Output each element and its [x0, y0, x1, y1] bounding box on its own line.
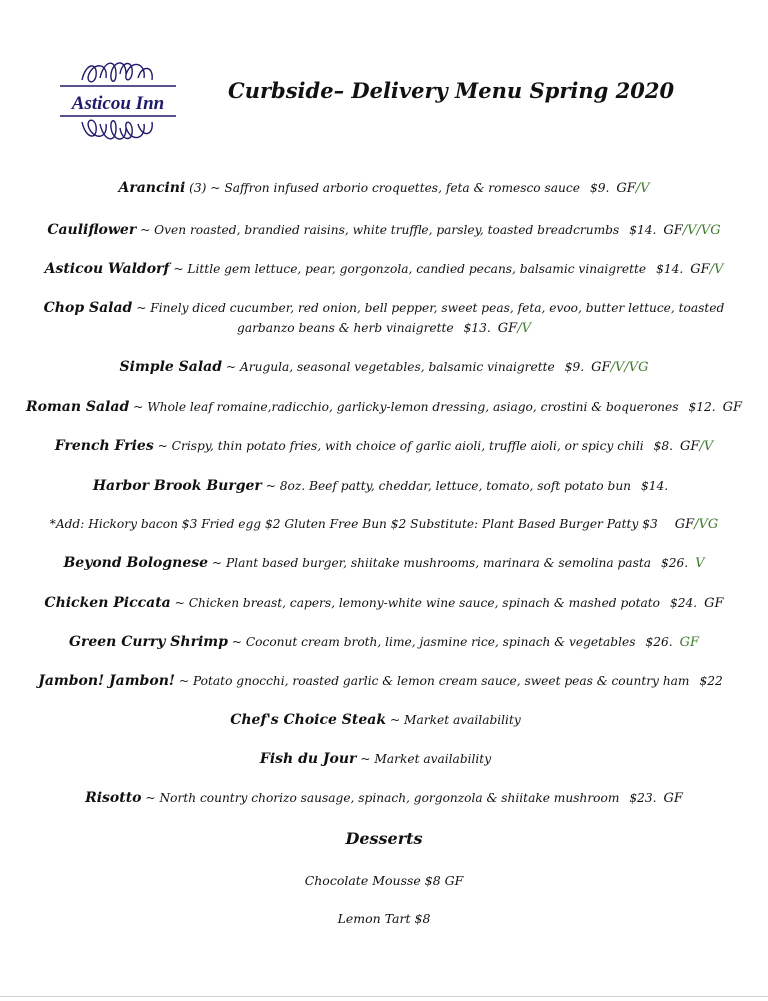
item-price: $14.: [656, 262, 684, 276]
menu-item: [0, 436, 768, 457]
item-diet-tag: GF: [663, 223, 683, 238]
item-name: Chef's Choice Steak: [230, 712, 387, 728]
item-diet-tag-green: /V: [699, 439, 714, 454]
menu-item: [0, 514, 768, 535]
item-price: $22: [699, 674, 723, 688]
item-description: ~ Potato gnocchi, roasted garlic & lemon cream sauce, sweet peas & country ham: [175, 674, 690, 688]
item-diet-tag-green: /VG: [694, 517, 719, 532]
desserts-heading: Desserts: [345, 829, 423, 848]
item-description: ~ Coconut cream broth, lime, jasmine rice, spinach & vegetables: [227, 635, 636, 649]
menu-item: [0, 593, 768, 614]
asticou-inn-logo: [52, 52, 184, 150]
item-price: $24.: [670, 596, 698, 610]
item-diet-tag: GF: [497, 321, 518, 336]
item-price: $13.: [463, 321, 491, 335]
item-name: Asticou Waldorf: [44, 261, 170, 277]
menu-item: [0, 476, 768, 497]
item-diet-tag: GF: [663, 791, 683, 806]
item-price: $9.: [564, 360, 585, 374]
item-description: ~ Market availability: [356, 752, 492, 766]
menu-item: [0, 357, 768, 378]
menu-item: [40, 298, 728, 339]
item-diet-tag: GF: [704, 596, 724, 611]
dessert-item: Chocolate Mousse $8 GF: [304, 873, 464, 888]
item-diet-tag-green: /V: [517, 321, 531, 336]
item-diet-tag-green: /V: [635, 181, 650, 196]
item-diet-tag-green: /V: [709, 262, 724, 277]
item-name: Cauliflower: [47, 222, 137, 238]
item-name: Chicken Piccata: [44, 595, 171, 611]
item-diet-tag: GF: [722, 400, 743, 415]
item-diet-tag-green: V: [695, 556, 705, 571]
menu-item: [0, 397, 768, 418]
item-description: ~ Plant based burger, shiitake mushrooms, marinara & semolina pasta: [208, 556, 651, 570]
item-diet-tag: GF: [680, 439, 700, 454]
item-description: ~ 8oz. Beef patty, cheddar, lettuce, tomato, soft potato bun: [261, 479, 632, 493]
page-edge: [0, 996, 768, 997]
item-description: ~ North country chorizo sausage, spinach, gorgonzola & shiitake mushroom: [141, 791, 620, 805]
item-description: ~ Oven roasted, brandied raisins, white truffle, parsley, toasted breadcrumbs: [136, 223, 620, 237]
item-diet-tag-green: GF: [679, 635, 699, 650]
item-name: Simple Salad: [119, 359, 223, 375]
menu-item: [0, 259, 768, 280]
menu-item: [0, 178, 768, 199]
item-name: Jambon! Jambon!: [38, 673, 176, 689]
item-description: *Add: Hickory bacon $3 Fried egg $2 Gluten Free Bun $2 Substitute: Plant Based Burger Patty $3: [49, 517, 658, 531]
item-name: Chop Salad: [43, 300, 133, 316]
item-description: ~ Saffron infused arborio croquettes, feta & romesco sauce: [206, 181, 580, 195]
item-description: ~ Arugula, seasonal vegetables, balsamic vinaigrette: [222, 360, 555, 374]
item-description: ~ Market availability: [386, 713, 521, 727]
item-name: Green Curry Shrimp: [69, 634, 228, 650]
item-price: $14.: [641, 479, 669, 493]
item-name: French Fries: [54, 438, 154, 454]
item-description: ~ Crispy, thin potato fries, with choice of garlic aioli, truffle aioli, or spicy chili: [153, 439, 644, 453]
item-diet-tag-green: /V/VG: [610, 360, 649, 375]
item-name: Fish du Jour: [259, 751, 357, 767]
logo-ornament-icon: [52, 52, 184, 150]
item-name: Roman Salad: [25, 399, 130, 415]
item-diet-tag: GF: [591, 360, 611, 375]
item-diet-tag: GF: [690, 262, 710, 277]
menu-item: [0, 788, 768, 809]
menu-item: [0, 671, 768, 692]
item-price: $14.: [629, 223, 657, 237]
menu-item: [0, 749, 768, 770]
item-diet-tag: GF: [616, 181, 636, 196]
item-description: ~ Little gem lettuce, pear, gorgonzola, candied pecans, balsamic vinaigrette: [169, 262, 647, 276]
item-price: $8.: [653, 439, 674, 453]
item-name: Arancini: [118, 180, 186, 196]
svg-text:Asticou Inn: Asticou Inn: [71, 93, 165, 114]
item-qty: (3): [185, 181, 207, 195]
menu-item: [0, 710, 768, 731]
item-name: Risotto: [85, 790, 142, 806]
item-price: $23.: [629, 791, 657, 805]
item-description: ~ Chicken breast, capers, lemony-white wine sauce, spinach & mashed potato: [170, 596, 661, 610]
item-description: ~ Whole leaf romaine,radicchio, garlicky-lemon dressing, asiago, crostini & boquerones: [129, 400, 679, 414]
item-diet-tag-green: /V/VG: [682, 223, 721, 238]
item-price: $9.: [589, 181, 610, 195]
item-price: $12.: [688, 400, 716, 414]
item-price: $26.: [660, 556, 689, 570]
menu-item: [0, 553, 768, 574]
item-diet-tag: GF: [674, 517, 695, 532]
menu-item: [0, 220, 768, 241]
item-name: Beyond Bolognese: [63, 555, 209, 571]
menu-title: Curbside– Delivery Menu Spring 2020: [228, 78, 675, 103]
item-price: $26.: [645, 635, 673, 649]
item-description: ~ Finely diced cucumber, red onion, bell pepper, sweet peas, feta, evoo, butter lettuce, toasted garbanzo beans & herb vinaigrette: [132, 301, 725, 335]
item-name: Harbor Brook Burger: [92, 478, 262, 494]
menu-item: [0, 632, 768, 653]
dessert-item: Lemon Tart $8: [337, 911, 431, 926]
